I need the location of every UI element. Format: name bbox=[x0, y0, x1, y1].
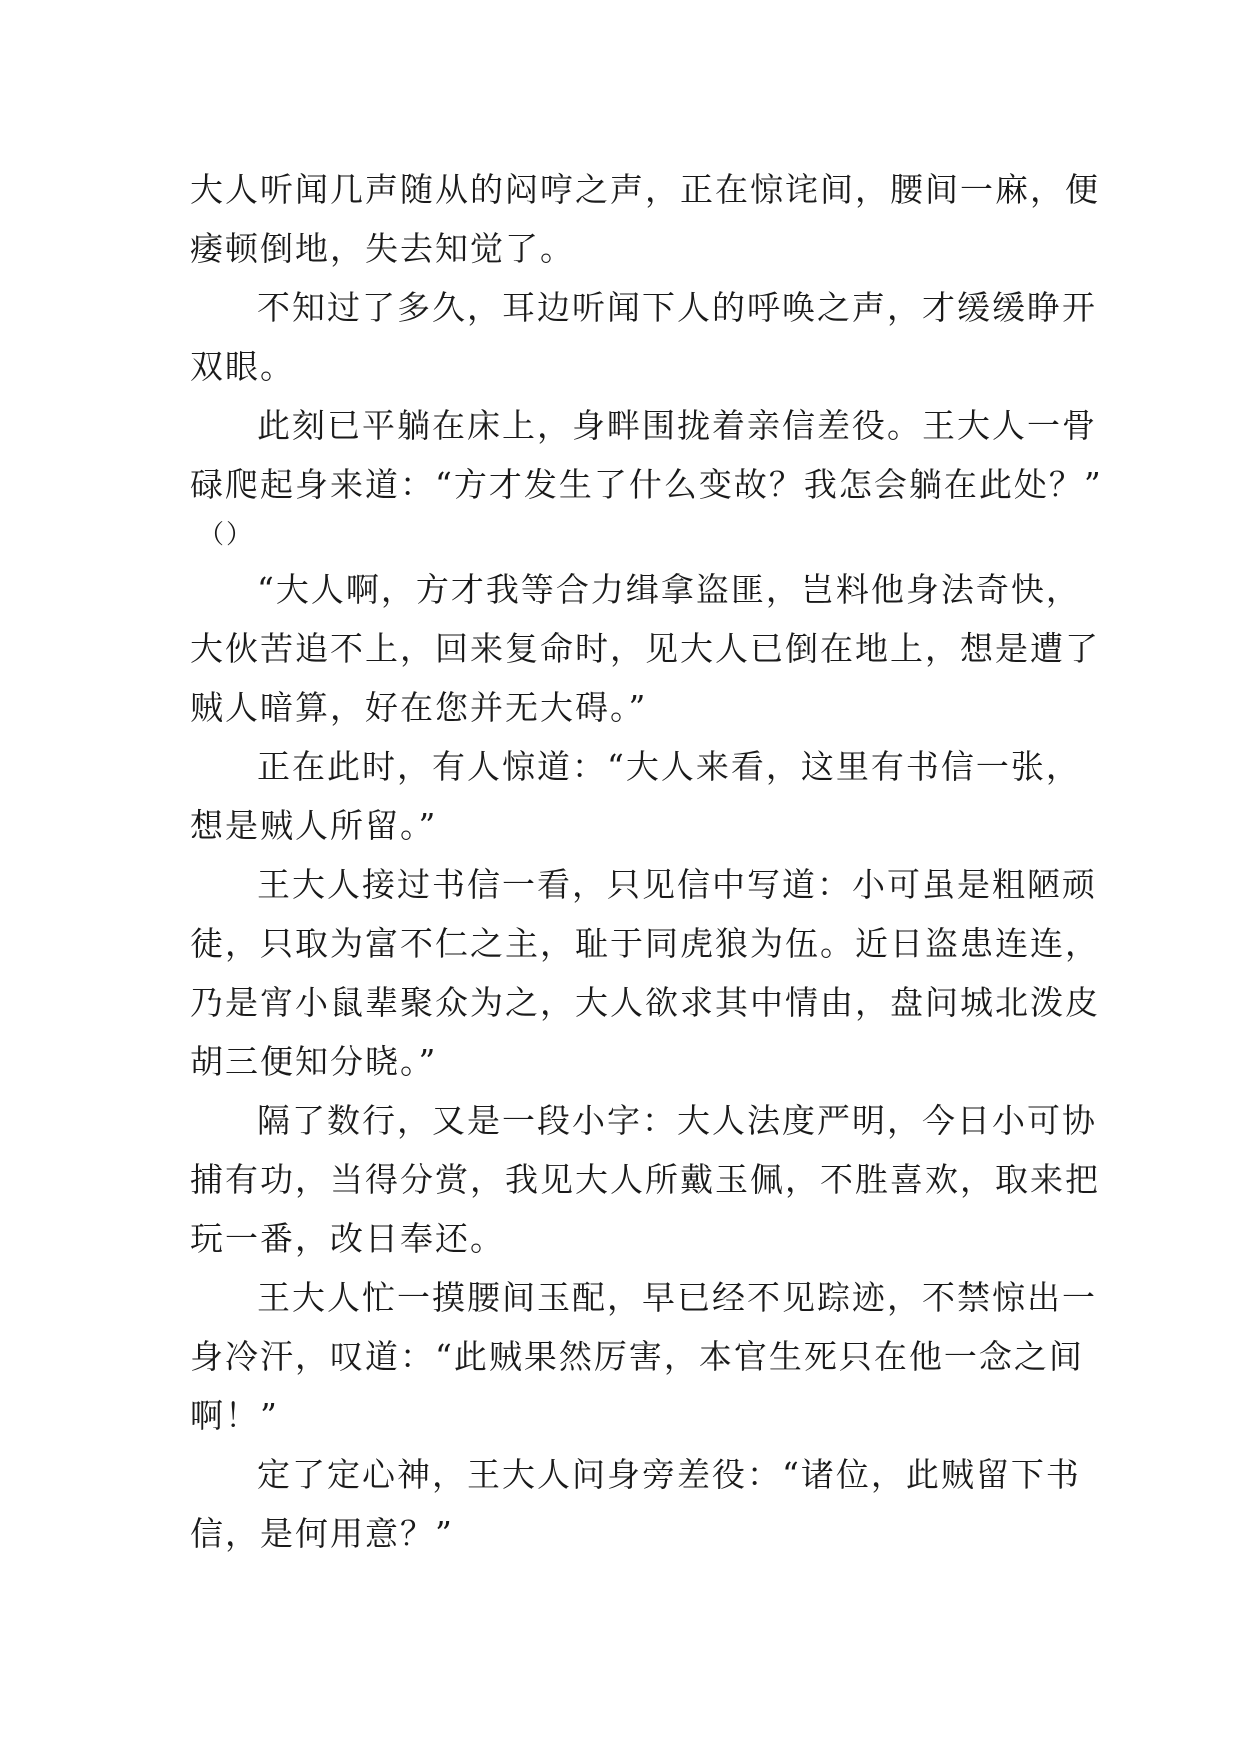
text-line: 身冷汗，叹道：“此贼果然厉害，本官生死只在他一念之间 bbox=[190, 1337, 1084, 1376]
text-line: 想是贼人所留。” bbox=[190, 806, 438, 845]
text-line: 痿顿倒地，失去知觉了。 bbox=[190, 229, 575, 268]
text-line: 王大人忙一摸腰间玉配，早已经不见踪迹，不禁惊出一 bbox=[257, 1278, 1097, 1317]
text-line: 贼人暗算，好在您并无大碍。” bbox=[190, 688, 648, 727]
text-line: 正在此时，有人惊道：“大人来看，这里有书信一张， bbox=[257, 747, 1081, 786]
text-line: 信，是何用意？” bbox=[190, 1514, 454, 1553]
text-line: 此刻已平躺在床上，身畔围拢着亲信差役。王大人一骨 bbox=[257, 406, 1097, 445]
text-line: 大伙苦追不上，回来复命时，见大人已倒在地上，想是遭了 bbox=[190, 629, 1100, 668]
text-line: 不知过了多久，耳边听闻下人的呼唤之声，才缓缓睁开 bbox=[257, 288, 1097, 327]
text-line: （） bbox=[198, 520, 255, 550]
text-line: 定了定心神，王大人问身旁差役：“诸位，此贼留下书 bbox=[257, 1455, 1081, 1494]
text-line: 碌爬起身来道：“方才发生了什么变故？我怎会躺在此处？” bbox=[190, 465, 1103, 504]
text-line: 大人听闻几声随从的闷哼之声，正在惊诧间，腰间一麻，便 bbox=[190, 170, 1100, 209]
text-line: 胡三便知分晓。” bbox=[190, 1042, 438, 1081]
text-line: 捕有功，当得分赏，我见大人所戴玉佩，不胜喜欢，取来把 bbox=[190, 1160, 1100, 1199]
text-line: 乃是宵小鼠辈聚众为之，大人欲求其中情由，盘问城北泼皮 bbox=[190, 983, 1100, 1022]
text-line: 隔了数行，又是一段小字：大人法度严明，今日小可协 bbox=[257, 1101, 1097, 1140]
text-line: 徒，只取为富不仁之主，耻于同虎狼为伍。近日盗患连连， bbox=[190, 924, 1100, 963]
text-line: “大人啊，方才我等合力缉拿盗匪，岂料他身法奇快， bbox=[257, 570, 1081, 609]
text-line: 双眼。 bbox=[190, 347, 295, 386]
text-line: 啊！” bbox=[190, 1396, 279, 1435]
text-line: 王大人接过书信一看，只见信中写道：小可虽是粗陋顽 bbox=[257, 865, 1097, 904]
body-text bbox=[190, 160, 1103, 1563]
text-line: 玩一番，改日奉还。 bbox=[190, 1219, 505, 1258]
